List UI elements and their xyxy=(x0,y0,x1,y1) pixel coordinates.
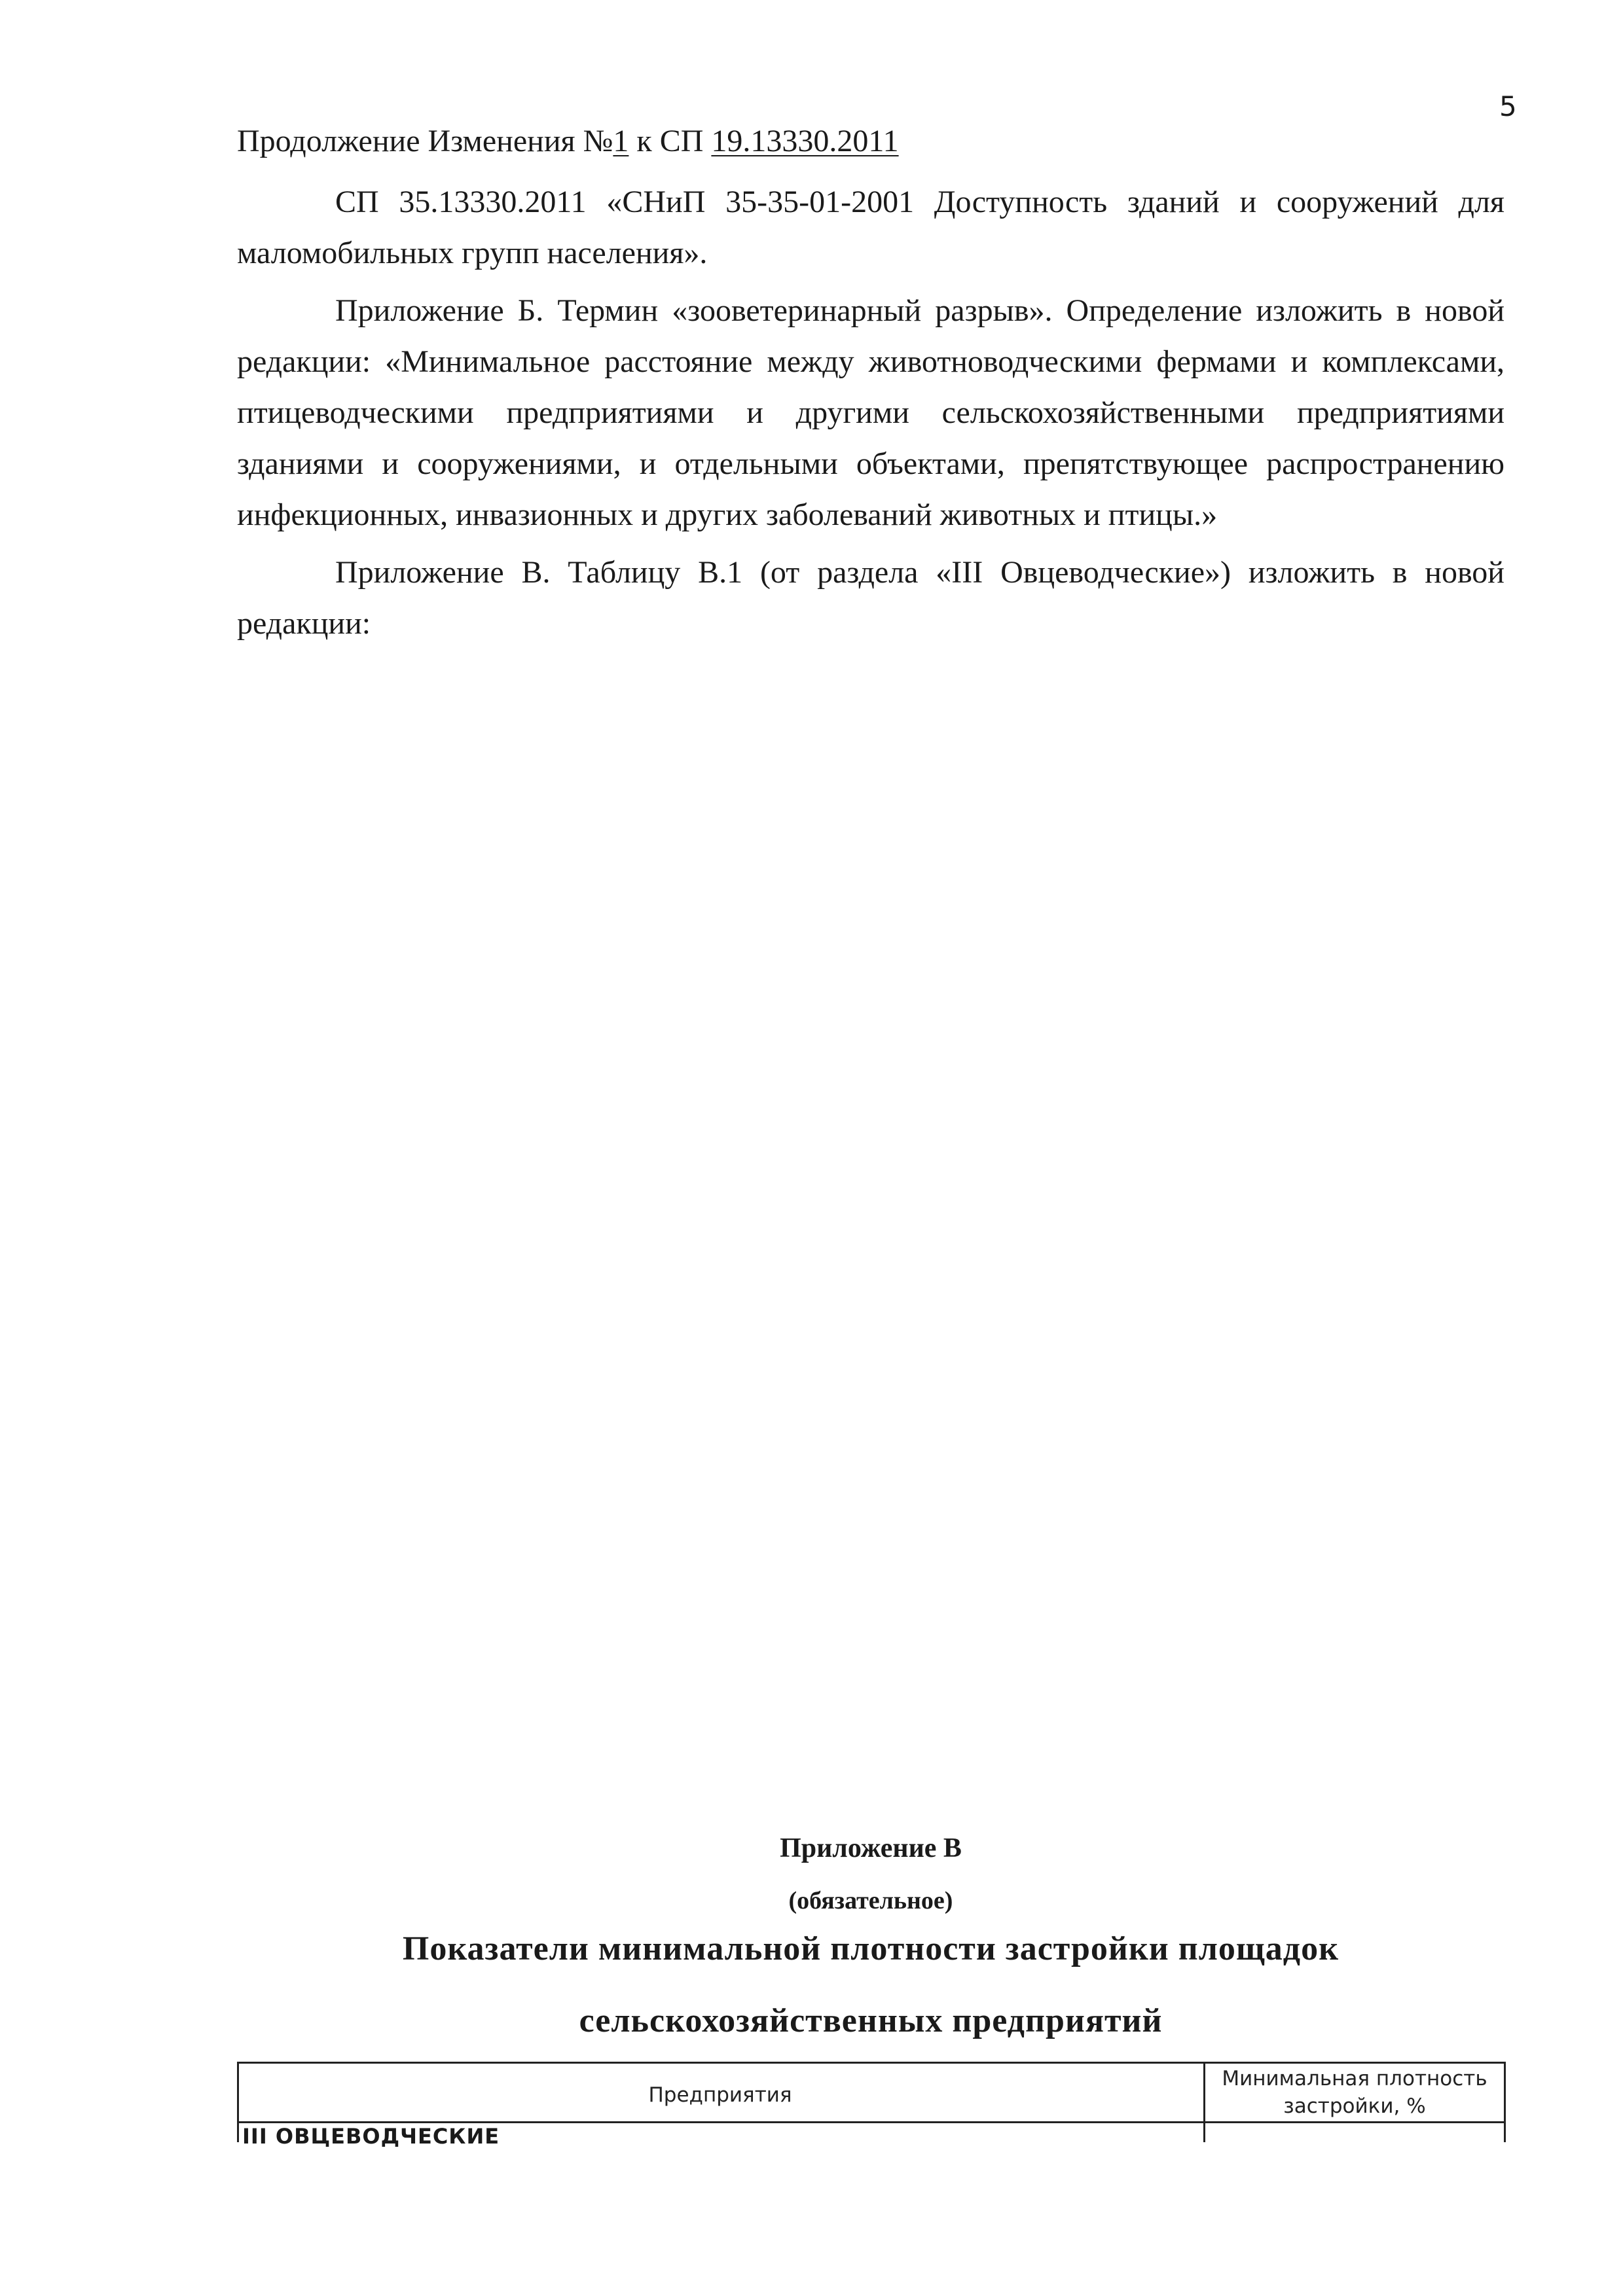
header-change-number: 1 xyxy=(613,124,629,158)
table-border-left-lower xyxy=(237,2124,239,2142)
appendix-title: Приложение В xyxy=(780,1833,962,1863)
paragraph-appendix-b: Приложение Б. Термин «зооветеринарный разрыв». Определение изложить в новой редакции: «Минимальное расстояние между животноводческими фермами и комплексами, птицеводческими предприятиями и другими сельскохозяйственными предприятиями зданиями и сооружениями, и отдельными объектами, препятствующее распространению инфекционных, инвазионных и других заболеваний животных и птицы.» xyxy=(237,293,1504,532)
table-title-line1: Показатели минимальной плотности застройки площадок xyxy=(402,1930,1340,1967)
column-header-min-density-line1: Минимальная плотность xyxy=(1222,2067,1487,2090)
header-code: 19.13330.2011 xyxy=(711,124,899,158)
density-table xyxy=(237,2062,1506,2149)
table-section-sheep: III ОВЦЕВОДЧЕСКИЕ xyxy=(242,2124,500,2149)
paragraph-sp-reference: СП 35.13330.2011 «СНиП 35-35-01-2001 Доступность зданий и сооружений для маломобильных групп населения». xyxy=(237,185,1504,270)
appendix-note: (обязательное) xyxy=(788,1887,953,1914)
page-number: 5 xyxy=(1499,90,1517,122)
header-prefix: Продолжение Изменения № xyxy=(237,124,613,158)
running-header xyxy=(237,123,899,159)
paragraph-appendix-v: Приложение В. Таблицу В.1 (от раздела «III Овцеводческие») изложить в новой редакции: xyxy=(237,555,1504,641)
column-header-min-density xyxy=(1203,2065,1506,2120)
column-header-enterprises: Предприятия xyxy=(648,2083,792,2107)
table-title-line2: сельскохозяйственных предприятий xyxy=(579,2002,1163,2039)
table-header-divider xyxy=(237,2121,1506,2123)
column-header-min-density-line2: застройки, % xyxy=(1283,2094,1426,2118)
header-mid: к СП xyxy=(629,124,712,158)
body-text xyxy=(237,177,1504,656)
